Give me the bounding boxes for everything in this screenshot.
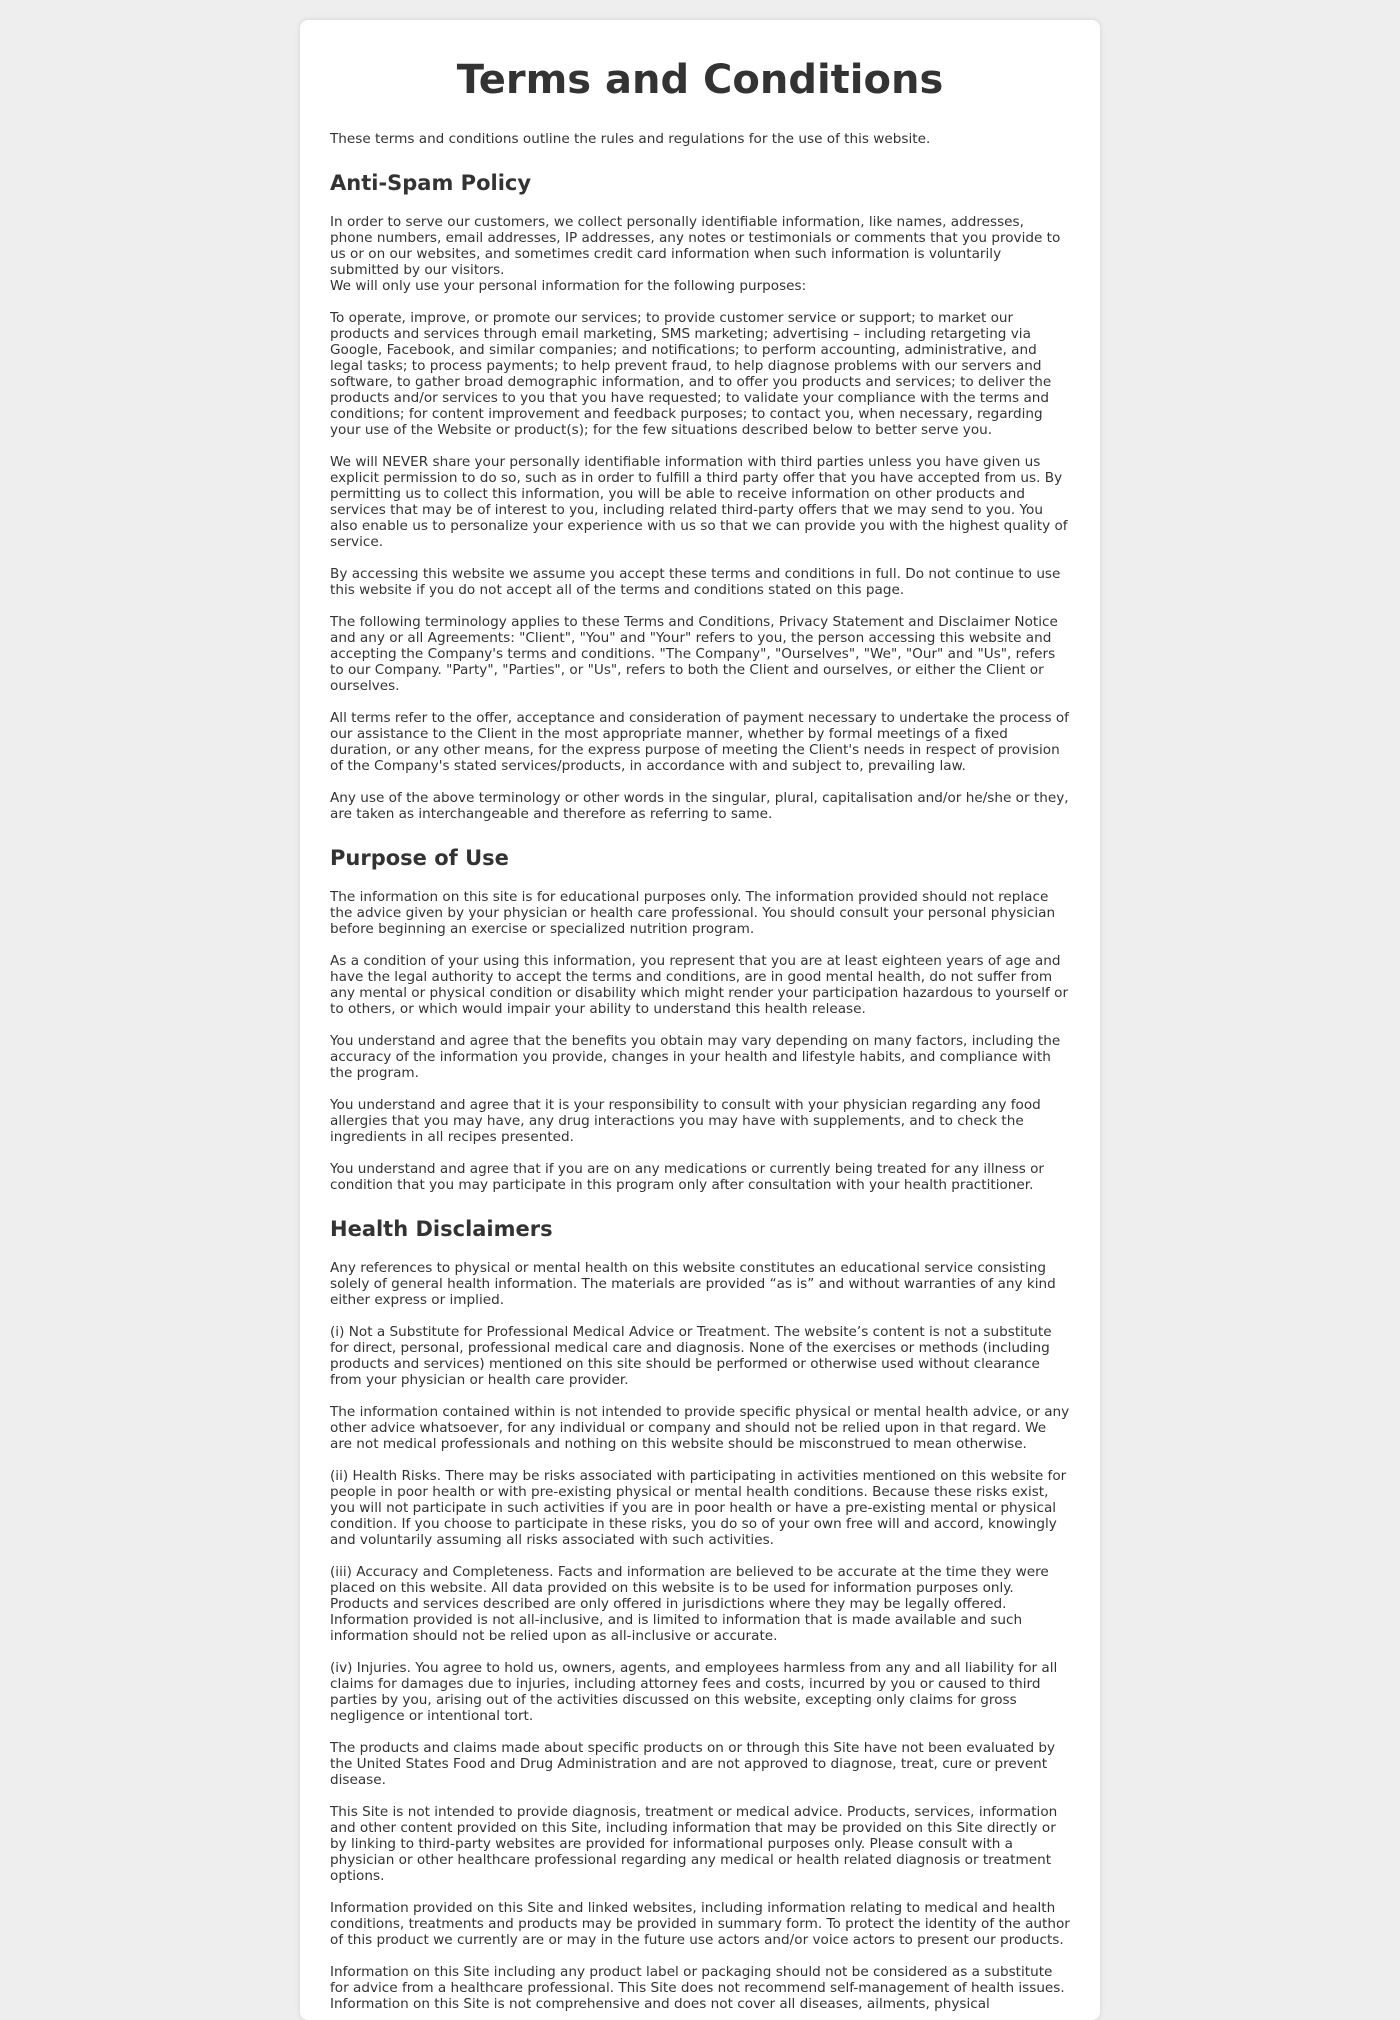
paragraph: This Site is not intended to provide diagnosis, treatment or medical advice. Products, services, information and other content provided on this Site, including information that may be provided on this Site directly or by linking to third-party websites are provided for informational purposes only. Please consult with a physician or other healthcare professional regarding any medical or health related diagnosis or treatment options. bbox=[330, 1804, 1058, 1884]
intro-text: These terms and conditions outline the rules and regulations for the use of this website. bbox=[330, 131, 931, 147]
paragraph: (iv) Injuries. You agree to hold us, owners, agents, and employees harmless from any and all liability for all claims for damages due to injuries, including attorney fees and costs, incurred by you or caused to third parties by you, arising out of the activities discussed on this website, excepting only claims for gross negligence or intentional tort. bbox=[330, 1660, 1058, 1724]
section-heading-purpose-of-use: Purpose of Use bbox=[330, 846, 509, 870]
section-heading-health-disclaimers: Health Disclaimers bbox=[330, 1217, 553, 1241]
paragraph: (iii) Accuracy and Completeness. Facts and information are believed to be accurate at the time they were placed on this website. All data provided on this website is to be used for information purposes only. Products and services described are only offered in jurisdictions where they may be legally offered. Information provided is not all-inclusive, and is limited to information that is made available and such information should not be relied upon as all-inclusive or accurate. bbox=[330, 1564, 1049, 1644]
paragraph: As a condition of your using this information, you represent that you are at least eighteen years of age and have the legal authority to accept the terms and conditions, are in good mental health, do not suffer from any mental or physical condition or disability which might render your participation hazardous to yourself or to others, or which would impair your ability to understand this health release. bbox=[330, 953, 1069, 1017]
paragraph: To operate, improve, or promote our services; to provide customer service or support; to market our products and services through email marketing, SMS marketing; advertising – including retargeting via Google, Facebook, and similar companies; and notifications; to perform accounting, administrative, and legal tasks; to process payments; to help prevent fraud, to help diagnose problems with our servers and software, to gather broad demographic information, and to offer you products and services; to deliver the products and/or services to you that you have requested; to validate your compliance with the terms and conditions; for content improvement and feedback purposes; to contact you, when necessary, regarding your use of the Website or product(s); for the few situations described below to better serve you. bbox=[330, 310, 1052, 438]
paragraph: We will NEVER share your personally identifiable information with third parties unless you have given us explicit permission to do so, such as in order to fulfill a third party offer that you have accepted from us. By permitting us to collect this information, you will be able to receive information on other products and services that may be of interest to you, including related third-party offers that we may send to you. You also enable us to personalize your experience with us so that we can provide you with the highest quality of service. bbox=[330, 454, 1068, 550]
paragraph: The information contained within is not intended to provide specific physical or mental health advice, or any other advice whatsoever, for any individual or company and should not be relied upon in that regard. We are not medical professionals and nothing on this website should be misconstrued to mean otherwise. bbox=[330, 1404, 1070, 1452]
paragraph: The information on this site is for educational purposes only. The information provided should not replace the advice given by your physician or health care professional. You should consult your personal physician before beginning an exercise or specialized nutrition program. bbox=[330, 889, 1056, 937]
paragraph: (ii) Health Risks. There may be risks associated with participating in activities mentioned on this website for people in poor health or with pre-existing physical or mental health conditions. Because these risks exist, you will not participate in such activities if you are in poor health or have a pre-existing mental or physical condition. If you choose to participate in these risks, you do so of your own free will and accord, knowingly and voluntarily assuming all risks associated with such activities. bbox=[330, 1468, 1067, 1548]
paragraph: By accessing this website we assume you accept these terms and conditions in full. Do not continue to use this website if you do not accept all of the terms and conditions stated on this page. bbox=[330, 566, 1061, 598]
paragraph: Any references to physical or mental health on this website constitutes an educational service consisting solely of general health information. The materials are provided “as is” and without warranties of any kind either express or implied. bbox=[330, 1260, 1056, 1308]
paragraph: Information provided on this Site and linked websites, including information relating to medical and health conditions, treatments and products may be provided in summary form. To protect the identity of the author of this product we currently are or may in the future use actors and/or voice actors to present our products. bbox=[330, 1900, 1070, 1948]
paragraph: (i) Not a Substitute for Professional Medical Advice or Treatment. The website’s content is not a substitute for direct, personal, professional medical care and diagnosis. None of the exercises or methods (including products and services) mentioned on this site should be performed or otherwise used without clearance from your physician or health care provider. bbox=[330, 1324, 1052, 1388]
paragraph: You understand and agree that it is your responsibility to consult with your physician regarding any food allergies that you may have, any drug interactions you may have with supplements, and to check the ingredients in all recipes presented. bbox=[330, 1097, 1041, 1145]
paragraph: The products and claims made about specific products on or through this Site have not been evaluated by the United States Food and Drug Administration and are not approved to diagnose, treat, cure or prevent disease. bbox=[330, 1740, 1056, 1788]
paragraph: Information on this Site including any product label or packaging should not be considered as a substitute for advice from a healthcare professional. This Site does not recommend self-management of health issues. Information on this Site is not comprehensive and does not cover all diseases, ailments, physical bbox=[330, 1964, 1065, 2012]
terms-card bbox=[300, 20, 1100, 2020]
paragraph: The following terminology applies to these Terms and Conditions, Privacy Statement and Disclaimer Notice and any or all Agreements: "Client", "You" and "Your" refers to you, the person accessing this website and accepting the Company's terms and conditions. "The Company", "Ourselves", "We", "Our" and "Us", refers to our Company. "Party", "Parties", or "Us", refers to both the Client and ourselves, or either the Client or ourselves. bbox=[330, 614, 1058, 694]
paragraph: In order to serve our customers, we collect personally identifiable information, like names, addresses, phone numbers, email addresses, IP addresses, any notes or testimonials or comments that you provide to us or on our websites, and sometimes credit card information when such information is voluntarily submitted by our visitors. bbox=[330, 214, 1061, 278]
paragraph: You understand and agree that the benefits you obtain may vary depending on many factors, including the accuracy of the information you provide, changes in your health and lifestyle habits, and compliance with the program. bbox=[330, 1033, 1061, 1081]
paragraph: You understand and agree that if you are on any medications or currently being treated for any illness or condition that you may participate in this program only after consultation with your health practitioner. bbox=[330, 1161, 1045, 1193]
paragraph: Any use of the above terminology or other words in the singular, plural, capitalisation and/or he/she or they, are taken as interchangeable and therefore as referring to same. bbox=[330, 790, 1069, 822]
paragraph: All terms refer to the offer, acceptance and consideration of payment necessary to undertake the process of our assistance to the Client in the most appropriate manner, whether by formal meetings of a fixed duration, or any other means, for the express purpose of meeting the Client's needs in respect of provision of the Company's stated services/products, in accordance with and subject to, prevailing law. bbox=[330, 710, 1069, 774]
page-title: Terms and Conditions bbox=[456, 57, 944, 103]
section-heading-anti-spam: Anti-Spam Policy bbox=[330, 171, 532, 195]
paragraph: We will only use your personal information for the following purposes: bbox=[330, 278, 807, 294]
